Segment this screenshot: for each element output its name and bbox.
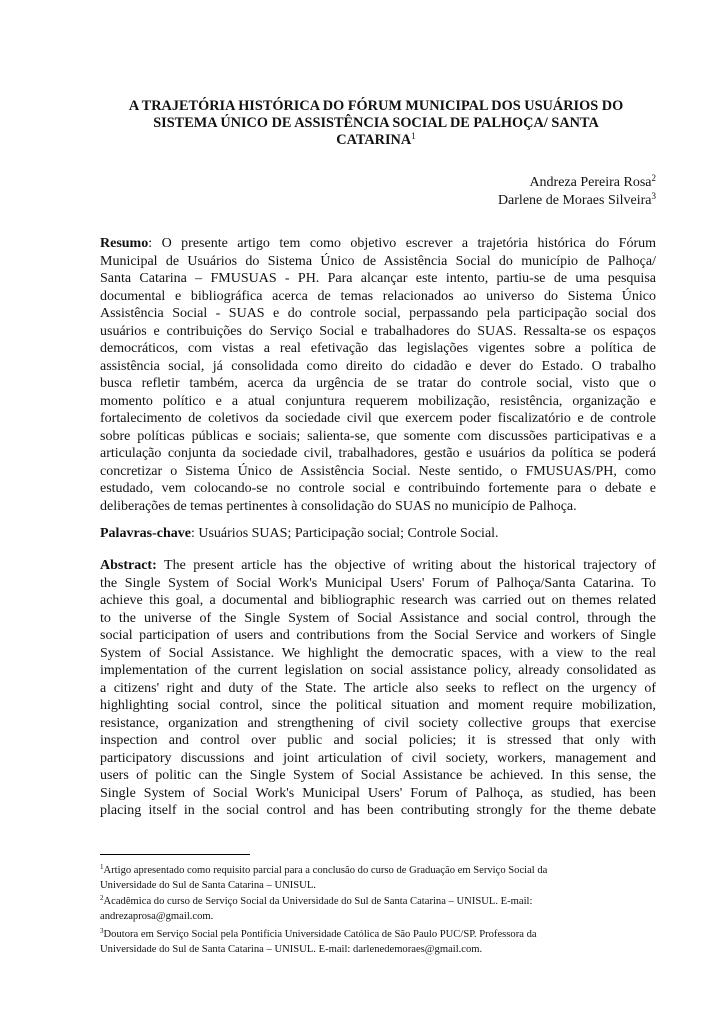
abstract-line: inspection and control over public and social policies; it is stressed that only with [100,733,656,748]
abstract-line: Abstract: The present article has the objective of writing about the historical trajectory of [100,558,656,573]
footnote-2 [100,895,656,924]
abstract-line: users of politic can the Single System of Social Assistance be achieved. In this sense, the [100,768,656,783]
resumo-line: deliberações de temas pertinentes à consolidação do SUAS no município de Palhoça. [100,498,577,514]
footnote-marker: 1 [100,863,104,871]
resumo-line: concretizar o Sistema Único de Assistência Social. Neste sentido, o FMUSUAS/PH, como [100,463,656,479]
footnote-divider [100,854,250,855]
footnote-line: andrezaprosa@gmail.com. [100,910,214,922]
resumo-line: usuários e contribuições do Serviço Social e trabalhadores do SUAS. Ressalta-se os espaços [100,323,656,339]
abstract-paragraph [100,557,656,820]
author-footnote-marker: 3 [651,191,656,201]
footnote-3 [100,928,656,957]
abstract-line: achieve this goal, a documental and bibliographic research was carried out on themes related [100,593,656,608]
abstract-line: a citizens' right and duty of the State. The article also seeks to reflect on the urgency of [100,680,656,696]
resumo-paragraph [100,235,656,515]
abstract-line: participatory discussions and joint articulation of civil society, workers, management and [100,750,656,766]
abstract-line: implementation of the current legislation on social assistance policy, already consolidated as [100,663,656,678]
abstract-line: Single System of Social Work's Municipal Users' Forum of Palhoça, as studied, has been [100,785,656,801]
keywords-line: Palavras-chave: Usuários SUAS; Participação social; Controle Social. [100,526,499,541]
resumo-line: Santa Catarina – FMUSUAS - PH. Para alcançar este intento, partiu-se de uma pesquisa [100,271,656,286]
title-line: A TRAJETÓRIA HISTÓRICA DO FÓRUM MUNICIPAL DOS USUÁRIOS DO [128,98,624,114]
footnote-line: $^1$Artigo apresentado como requisito parcial para a conclusão do curso de Graduação em Serviço Social da [100,863,548,876]
resumo-line: fortalecimento de coletivos da sociedade civil que exercem poder fiscalizatório e de controle [100,411,656,426]
keywords-label: Palavras-chave [100,526,191,541]
abstract-line: resistance, organization and strengthening of civil society collective groups that exercise [100,715,656,731]
title-line: SISTEMA ÚNICO DE ASSISTÊNCIA SOCIAL DE PALHOÇA/ SANTA [153,115,599,131]
abstract-line: social participation of users and contributions from the Social Service and workers of Single [100,628,656,643]
footnote-line: $^3$Doutora em Serviço Social pela Pontifícia Universidade Católica de São Paulo PUC/SP. Professora da [100,927,537,940]
footnote-marker: 3 [100,927,104,935]
resumo-line: busca refletir também, acerca da urgência de se tratar do controle social, visto que o [100,376,656,391]
resumo-line: Resumo: O presente artigo tem como objetivo escrever a trajetória histórica do Fórum [100,236,656,251]
article-title [108,98,644,149]
resumo-line: documental e bibliográfica acerca de temas relacionados ao universo do Sistema Único [100,288,656,304]
author-name: Darlene de Moraes Silveira$^3$ [497,191,656,208]
author-footnote-marker: 2 [651,173,656,183]
resumo-line: Assistência Social - SUAS e do controle social, perpassando pela participação social dos [100,306,656,321]
resumo-line: articulação conjunta da sociedade civil, trabalhadores, gestão e usuários da política se poderá [100,446,656,461]
abstract-label: Abstract: [100,558,157,573]
title-footnote-marker: 1 [411,131,416,141]
abstract-line: System of Social Assistance. We highlight the democratic spaces, with a view to the real [100,645,656,661]
footnote-line: $^2$Acadêmica do curso de Serviço Social da Universidade do Sul de Santa Catarina – UNISUL. E-mail: [100,894,533,907]
abstract-line: to the universe of the Single System of Social Assistance and social control, through the [100,610,656,626]
footnote-line: Universidade do Sul de Santa Catarina – UNISUL. E-mail: darlenedemoraes@gmail.com. [100,943,483,955]
title-line: CATARINA$^1$ [336,131,416,148]
resumo-line: sobre políticas públicas e sociais; salienta-se, que somente com discussões participativas e a [100,428,656,444]
author-name: Andreza Pereira Rosa$^2$ [529,173,656,190]
resumo-line: assistência social, já consolidada como direito do cidadão e dever do Estado. O trabalho [100,358,656,374]
abstract-line: the Single System of Social Work's Municipal Users' Forum of Palhoça/Santa Catarina. To [100,575,656,591]
abstract-line: highlighting social control, since the political situation and moment require mobilization, [100,698,656,713]
footnote-marker: 2 [100,894,104,902]
author-list [498,174,656,210]
resumo-label: Resumo [100,236,149,251]
footnote-line: Universidade do Sul de Santa Catarina – UNISUL. [100,879,316,891]
footnote-1 [100,864,656,893]
resumo-line: estudado, vem colocando-se no controle social e contribuindo fortemente para o debate e [100,481,656,496]
resumo-line: democráticos, com vistas a real efetivação das legislações vigentes sobre a política de [100,341,656,356]
resumo-line: momento político e a atual conjuntura requerem mobilização, resistência, organização e [100,393,656,409]
keywords-paragraph [100,525,656,543]
abstract-line: placing itself in the social control and has been contributing strongly for the theme debate [100,803,656,818]
resumo-line: Municipal de Usuários do Sistema Único de Assistência Social do município de Palhoça/ [100,253,656,269]
